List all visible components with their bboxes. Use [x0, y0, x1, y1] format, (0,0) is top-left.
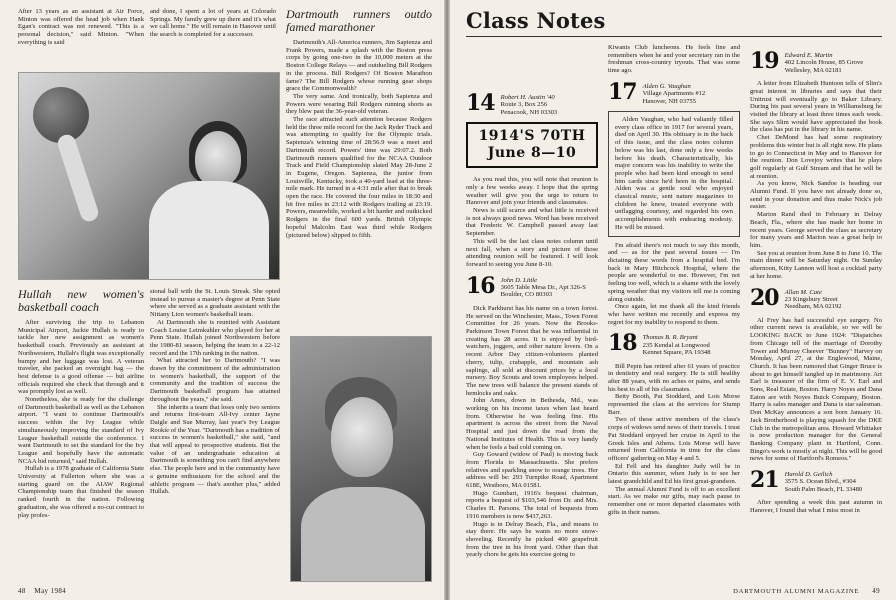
page-number: 49: [872, 587, 880, 595]
paragraph: News is still scarce and what little is received is not always good news. Word has been received that Frederic W. Campbell passed away last September.: [466, 207, 598, 238]
hullah-article: [18, 288, 144, 580]
secretary-name: Alden G. Vaughan: [642, 82, 691, 90]
paragraph: After 13 years as an assistant at Air Force, Minton was offered the head job when Hank Egan's contract was not renewed. "This is a personal decision," said Minton. "When everything is said: [18, 8, 144, 46]
paragraph: This will be the last class notes column until next fall, when a story and picture of those attending reunion will be featured. I will look forward to seeing you June 8-10.: [466, 237, 598, 268]
paragraph: What attracted her to Dartmouth? "I was drawn by the commitment of the administration to women's basketball, the support of the community and the tradition of success the Dartmouth basketball program has attained throughout the years," she said.: [150, 357, 280, 403]
secretary-name: John D. Little: [500, 276, 538, 284]
address-line: Wellesley, MA 02181: [784, 66, 842, 74]
class-notes-col3: [750, 44, 882, 584]
class-header-14: [466, 92, 598, 116]
class-secretary-address: [501, 275, 586, 299]
class-secretary-address: [643, 81, 706, 105]
minton-col2: [150, 8, 276, 58]
paragraph: See you at reunion from June 8 to June 10. The main dinner will be Saturday night. On Sunday afternoon, Kitty Lannon will host a cocktail party at her home.: [750, 249, 882, 280]
paragraph: Marion Rand died in February in Delray Beach, Fla., where she has made her home in recent years. George served the class as secretary for many years and Marion was a great help to him.: [750, 211, 882, 249]
rodgers-photo: [290, 336, 432, 582]
class-header-19: [750, 50, 882, 74]
paragraph: After spending a week this past autumn in Hanover, I found that what I miss most in: [750, 499, 882, 514]
paragraph: After surviving the trip to Lebanon Municipal Airport, Jackie Hullah is ready to tackle her new assignment as women's basketball coach. Previously an assistant at Northwestern, Hullah's flight was exceptionally bumpy and her luggage was lost. A veteran traveler, she packed an overnight bag — the best defense is a good offense — but airline officials required she check that through and it was promptly lost as well.: [18, 319, 144, 396]
reunion-line: June 8—10: [487, 145, 577, 162]
paragraph: At Dartmouth she is reunited with Assistant Coach Louise Leimkuhler who played for her at Penn State. Hullah joined Northwestern before the 1980-81 season, helping the team to a 22-12 record and the 17th ranking in the nation.: [150, 318, 280, 357]
face: [331, 397, 393, 477]
paragraph: Hugo Gumbart, 1916's bequest chairman, reports a bequest of $103,546 from Dr. and Mrs. Charles H. Parsons. The total of bequests from 1916 members is now $437,263.: [466, 489, 598, 520]
address-line: South Palm Beach, FL 33480: [784, 485, 863, 493]
paragraph: As you read this, you will note that reunion is only a few weeks away. I hope that the spring weather will give you the urge to return to Hanover and join your friends and classmates.: [466, 176, 598, 207]
torso: [149, 181, 269, 280]
class-year: 17: [608, 78, 637, 105]
right-footer: [733, 587, 880, 595]
class-year: 20: [750, 284, 779, 311]
class-notes-col1: [466, 86, 598, 586]
class-header-16: [466, 272, 598, 299]
paragraph: and done, I spent a lot of years at Colorado Springs. My family grew up there and it's what we call home." He will remain in Hanover until the search is completed for a successor.: [150, 8, 276, 39]
torso: [301, 487, 425, 582]
obituary-box: [608, 111, 740, 237]
paragraph: Ed Fell and his daughter Judy will be in Ontario this summer, when Judy is to see her latest grandchild and Ed his first great-grandson.: [608, 462, 740, 486]
arm: [56, 132, 101, 223]
secretary-name: Thomas B. R. Bryant: [642, 334, 698, 342]
class-year: 19: [750, 48, 779, 74]
paragraph: Alden Vaughan, who had valiantly filled every class office in 1917 for several years, died on April 30. His obituary is in the back of this issue, and the class notes column below was his last, done only a few weeks before his death. Characteristically, his major concern was his inability to write the people who had been kind enough to send him cards since he'd been in the hospital. Alden was a gentle soul who enjoyed classical music, sent nature magazines to children he knew, treated everyone with unflagging courtesy, and regarded his own accomplishments with endearing modesty. He will be missed.: [615, 116, 733, 231]
class-notes-col2: [608, 44, 740, 584]
hullah-article-continued: [150, 288, 280, 580]
class-year: 18: [608, 330, 637, 357]
minton-col1: [18, 8, 144, 58]
section-title: Class Notes: [466, 8, 606, 33]
address-line: Route 3, Box 256: [500, 101, 548, 109]
paragraph: Al Frey has had successful eye surgery. No other current news is available, so we will be LOOKING BACK to June 1924: "Dispatches from Chicago tell of the marriage of Dorothy Tower and Murray Cheever "Bunney" Harvey on Monday, April 27, at the Englewood, Maine, Church. It has been rumored that Ginger Bruce is about to get himself tangled up in matrimony. Art Earl is treasurer of the firm of E. V. Earl and Sons, Real Estate, Boston. Harry Noyes and Dana Eaton are with Noyes Buick Company, Boston. Harry is sales manager and Dana is star salesman. Don McKay announces a son born January 16. Jack Brotherhood is playing squash for the DKE Club in the metropolitan area. Howard Whittaker is now production manager for the General Banking Company plant in Hartford, Conn. Bingo's work is mostly at night. This will be good news for some of Hartford's Romeos.": [750, 316, 882, 463]
page-number: 48: [18, 587, 26, 595]
left-footer: [18, 587, 66, 595]
secretary-name: Robert H. Austin '40: [500, 94, 555, 101]
reunion-banner: [466, 122, 598, 168]
address-line: 3605 Table Mesa Dr., Apt 326-S: [500, 284, 586, 292]
address-line: 3575 S. Ocean Blvd., #304: [784, 478, 856, 486]
paragraph: Two of these active members of the class's corps of widows send news of their travels. I trust Pat Stoddard enjoyed her cruise in April to the Greek Isles and Athens. Lois Morse will have returned from California in time for the class officers' gathering on May 4 and 5.: [608, 416, 740, 462]
hullah-photo: [18, 72, 280, 280]
address-line: Penacook, NH 03303: [500, 108, 558, 116]
reunion-line: 1914'S 70TH: [478, 128, 586, 145]
class-header-21: [750, 469, 882, 493]
right-page: [450, 0, 896, 600]
address-line: Kennet Square, PA 19348: [642, 349, 711, 357]
paragraph: Dartmouth's All-America runners, Jim Sapienza and Frank Powers, made a splash with the Boston press corps by going one-two in the 10,000 meters at the Boston College Relays — and outdueling Bill Rodgers in the process. Bill Rodgers? Of Boston Marathon fame? The Bill Rodgers whose running gear shops grace the Commonwealth?: [286, 39, 432, 93]
paragraph: Nonetheless, she is ready for the challenge of Dartmouth basketball as well as the Lebanon airport. "I want to continue Dartmouth's success within the Ivy League while simultaneously improving the standard of Ivy League basketball outside the conference. I want Dartmouth to set the standard for the Ivy League and hopefully have the automatic NCAA bid returned," said Hullah.: [18, 396, 144, 465]
paragraph: The annual Alumni Fund is off to an excellent start. As we make our gifts, may each pause to remember one or more departed classmates with gifts in their names.: [608, 485, 740, 516]
address-line: 402 Lincoln House, 85 Grove: [784, 59, 864, 67]
headline-hullah: Hullah new women's basketball coach: [18, 288, 144, 314]
title-rule: [466, 36, 882, 37]
paragraph: Dick Parkhurst has his name on a town forest. He served on the Winchester, Mass., Town Forest Committee for 26 years. Now the Brooks-Parkinson Town Forest that he was influential in creating has 28 acres. It is enjoyed by bird-watchers, joggers, and other nature lovers. On a recent Arbor Day citizen-volunteers planted cherry, tulip, crabapple, and mountain ash saplings, all sold at discount prices by a local nursery. Boy Scouts and town employees helped. The new trees will balance the present stands of hemlocks and oaks.: [466, 304, 598, 397]
address-line: Hanover, NH 03755: [642, 97, 697, 105]
class-year: 16: [466, 272, 495, 299]
secretary-name: Allan M. Cate: [784, 288, 822, 296]
paragraph: Guy Goward (widow of Paul) is moving back from Florida to Massachusetts. She prefers relatives and sparkling snow to orange trees. Her address will be: 293 Turnpike Road, Apartment 618E, Westboro, MA 01581.: [466, 451, 598, 490]
issue-date: May 1984: [34, 587, 67, 595]
class-secretary-address: [643, 332, 711, 356]
paragraph: A letter from Elizabeth Huntoon tells of Slim's great interest in libraries and says that their Unitrust will eventually go to Baker Library. During his past several years in Williamsburg he visited the library at least three times each week. She says Slim would have appreciated the book the class has put in the library in his name.: [750, 80, 882, 134]
paragraph: I'm afraid there's not much to say this month, and — as for the past several issues — I'm dictating these words from a hospital bed. I'm back in Mary Hitchcock Hospital, where the people are wonderful to me. However, I'm not feeling too well, which is a shame with the lovely spring weather that my visitors tell me is coming along outside.: [608, 241, 740, 303]
basketball: [33, 87, 89, 143]
paragraph: John Ames, down in Bethesda, Md., was working on his income taxes when last heard from. Otherwise he was feeling fine. His apartment is across the street from the Naval Hospital and just down the road from the National Institutes of Health. This is very handy when he feels a bad cold coming on.: [466, 397, 598, 451]
address-line: Needham, MA 02192: [784, 303, 842, 311]
class-year: 14: [466, 90, 495, 116]
address-line: 23 Kingsbury Street: [784, 295, 838, 303]
paragraph: As you know, Nick Sandoe is heading our Alumni Fund. If you have not already done so, send in your donation and thus make Nick's job easier.: [750, 180, 882, 211]
paragraph: Chet DeMond has had some respiratory problems this winter but is all right now. He plans to go to Connecticut in May and to Hanover for the reunion. Don Lovejoy writes that he plays golf regularly at Gulf Stream and that he will be at reunion.: [750, 134, 882, 180]
address-line: Village Apartments #12: [642, 90, 706, 98]
left-page: [0, 0, 444, 600]
headline-runners: Dartmouth runners outdo famed marathoner: [286, 8, 432, 34]
class-header-20: [750, 284, 882, 311]
paragraph: Once again, let me thank all the kind friends who have written me recently and express my regret for my inability to respond to them.: [608, 303, 740, 326]
address-line: Boulder, CO 80303: [500, 291, 553, 299]
class-secretary-address: [785, 50, 864, 74]
paragraph: The very same. And ironically, both Sapienza and Powers were wearing Bill Rodgers running shorts as they blew past the 36-year-old veteran.: [286, 92, 432, 116]
paragraph: The race attracted such attention because Rodgers held the three mile record for the Jack Ryder Track and was attempting to qualify for the Olympic trials. Sapienza's winning time of 28:56.9 was a meet and Dartmouth record. Powers' time was 29:07.2. Both Dartmouth runners qualified for the NCAA Outdoor Track and Field Championship slated May 28-June 2 in Eugene, Oregon. Sapienza, the junior from Louisville, Kentucky, took a 40-yard lead at the three-mile mark. He turned in a 4:31 mile after that to break open the race. He covered the four miles in 18:30 and hit five miles in 23:12 with Rodgers trailing at 23:19. Powers, meanwhile, worked a bit harder and outkicked Rodgers in the final 600 yards. British Olympic hopeful Malcolm East was third while Rodgers (pictured below) slipped to fifth.: [286, 116, 432, 239]
class-header-17: [608, 78, 740, 105]
paragraph: Bill Pepin has retired after 61 years of practice in dentistry and oral surgery. He is still healthy after 88 years, with no aches or pains, and sends his best to all of his classmates.: [608, 362, 740, 393]
class-year: 21: [750, 467, 779, 494]
paragraph: sional ball with the St. Louis Streak. She opted instead to pursue a master's degree at Penn State where she served as a graduate assistant with the Nittany Lion women's basketball team.: [150, 288, 280, 319]
class-header-18: [608, 332, 740, 356]
class-secretary-address: [785, 287, 842, 311]
class-secretary-address: [501, 92, 558, 116]
paragraph: Betty Booth, Pat Stoddard, and Lois Morse represented the class at the services for Stump Barr.: [608, 393, 740, 416]
paragraph: Kiwanis Club luncheons. He feels fine and remembers when he and your secretary ran in the freshman cross-country tryouts. That was some time ago.: [608, 44, 740, 75]
face: [195, 131, 241, 187]
paragraph: Hullah is a 1978 graduate of California State University at Fullerton where she was a starting guard on the AIAW Regional Championship team that finished the season ranked fourth in the nation. Following graduation, she was offered a no-cut contract to play profes-: [18, 465, 144, 519]
address-line: 235 Kendal at Longwood: [642, 341, 710, 349]
paragraph: Hugo is in Delray Beach, Fla., and means to stay there. He says he wants no more snow-shoveling. Recently he picked 400 grapefruit from the tree in his front yard. Other than that yearly chore he gets his exercise going to: [466, 520, 598, 559]
paragraph: She inherits a team that loses only two seniors and returns first-team All-Ivy center Jayne Daigle and Sue Murray, last year's Ivy League Rookie of the Year. "Dartmouth has a tradition of success in women's basketball," she said, "and that will appeal to prospective students. But the value of an undergraduate education at Dartmouth is something you can't find anywhere else. The people here and in the community have a genuine enthusiasm for the school and the athletic program — that's another plus," added Hullah.: [150, 403, 280, 496]
magazine-name: DARTMOUTH ALUMNI MAGAZINE: [733, 588, 860, 595]
secretary-name: Harold D. Geilich: [784, 471, 833, 479]
class-secretary-address: [785, 469, 863, 493]
runners-article: [286, 8, 432, 308]
secretary-name: Edward E. Martin: [784, 52, 833, 59]
